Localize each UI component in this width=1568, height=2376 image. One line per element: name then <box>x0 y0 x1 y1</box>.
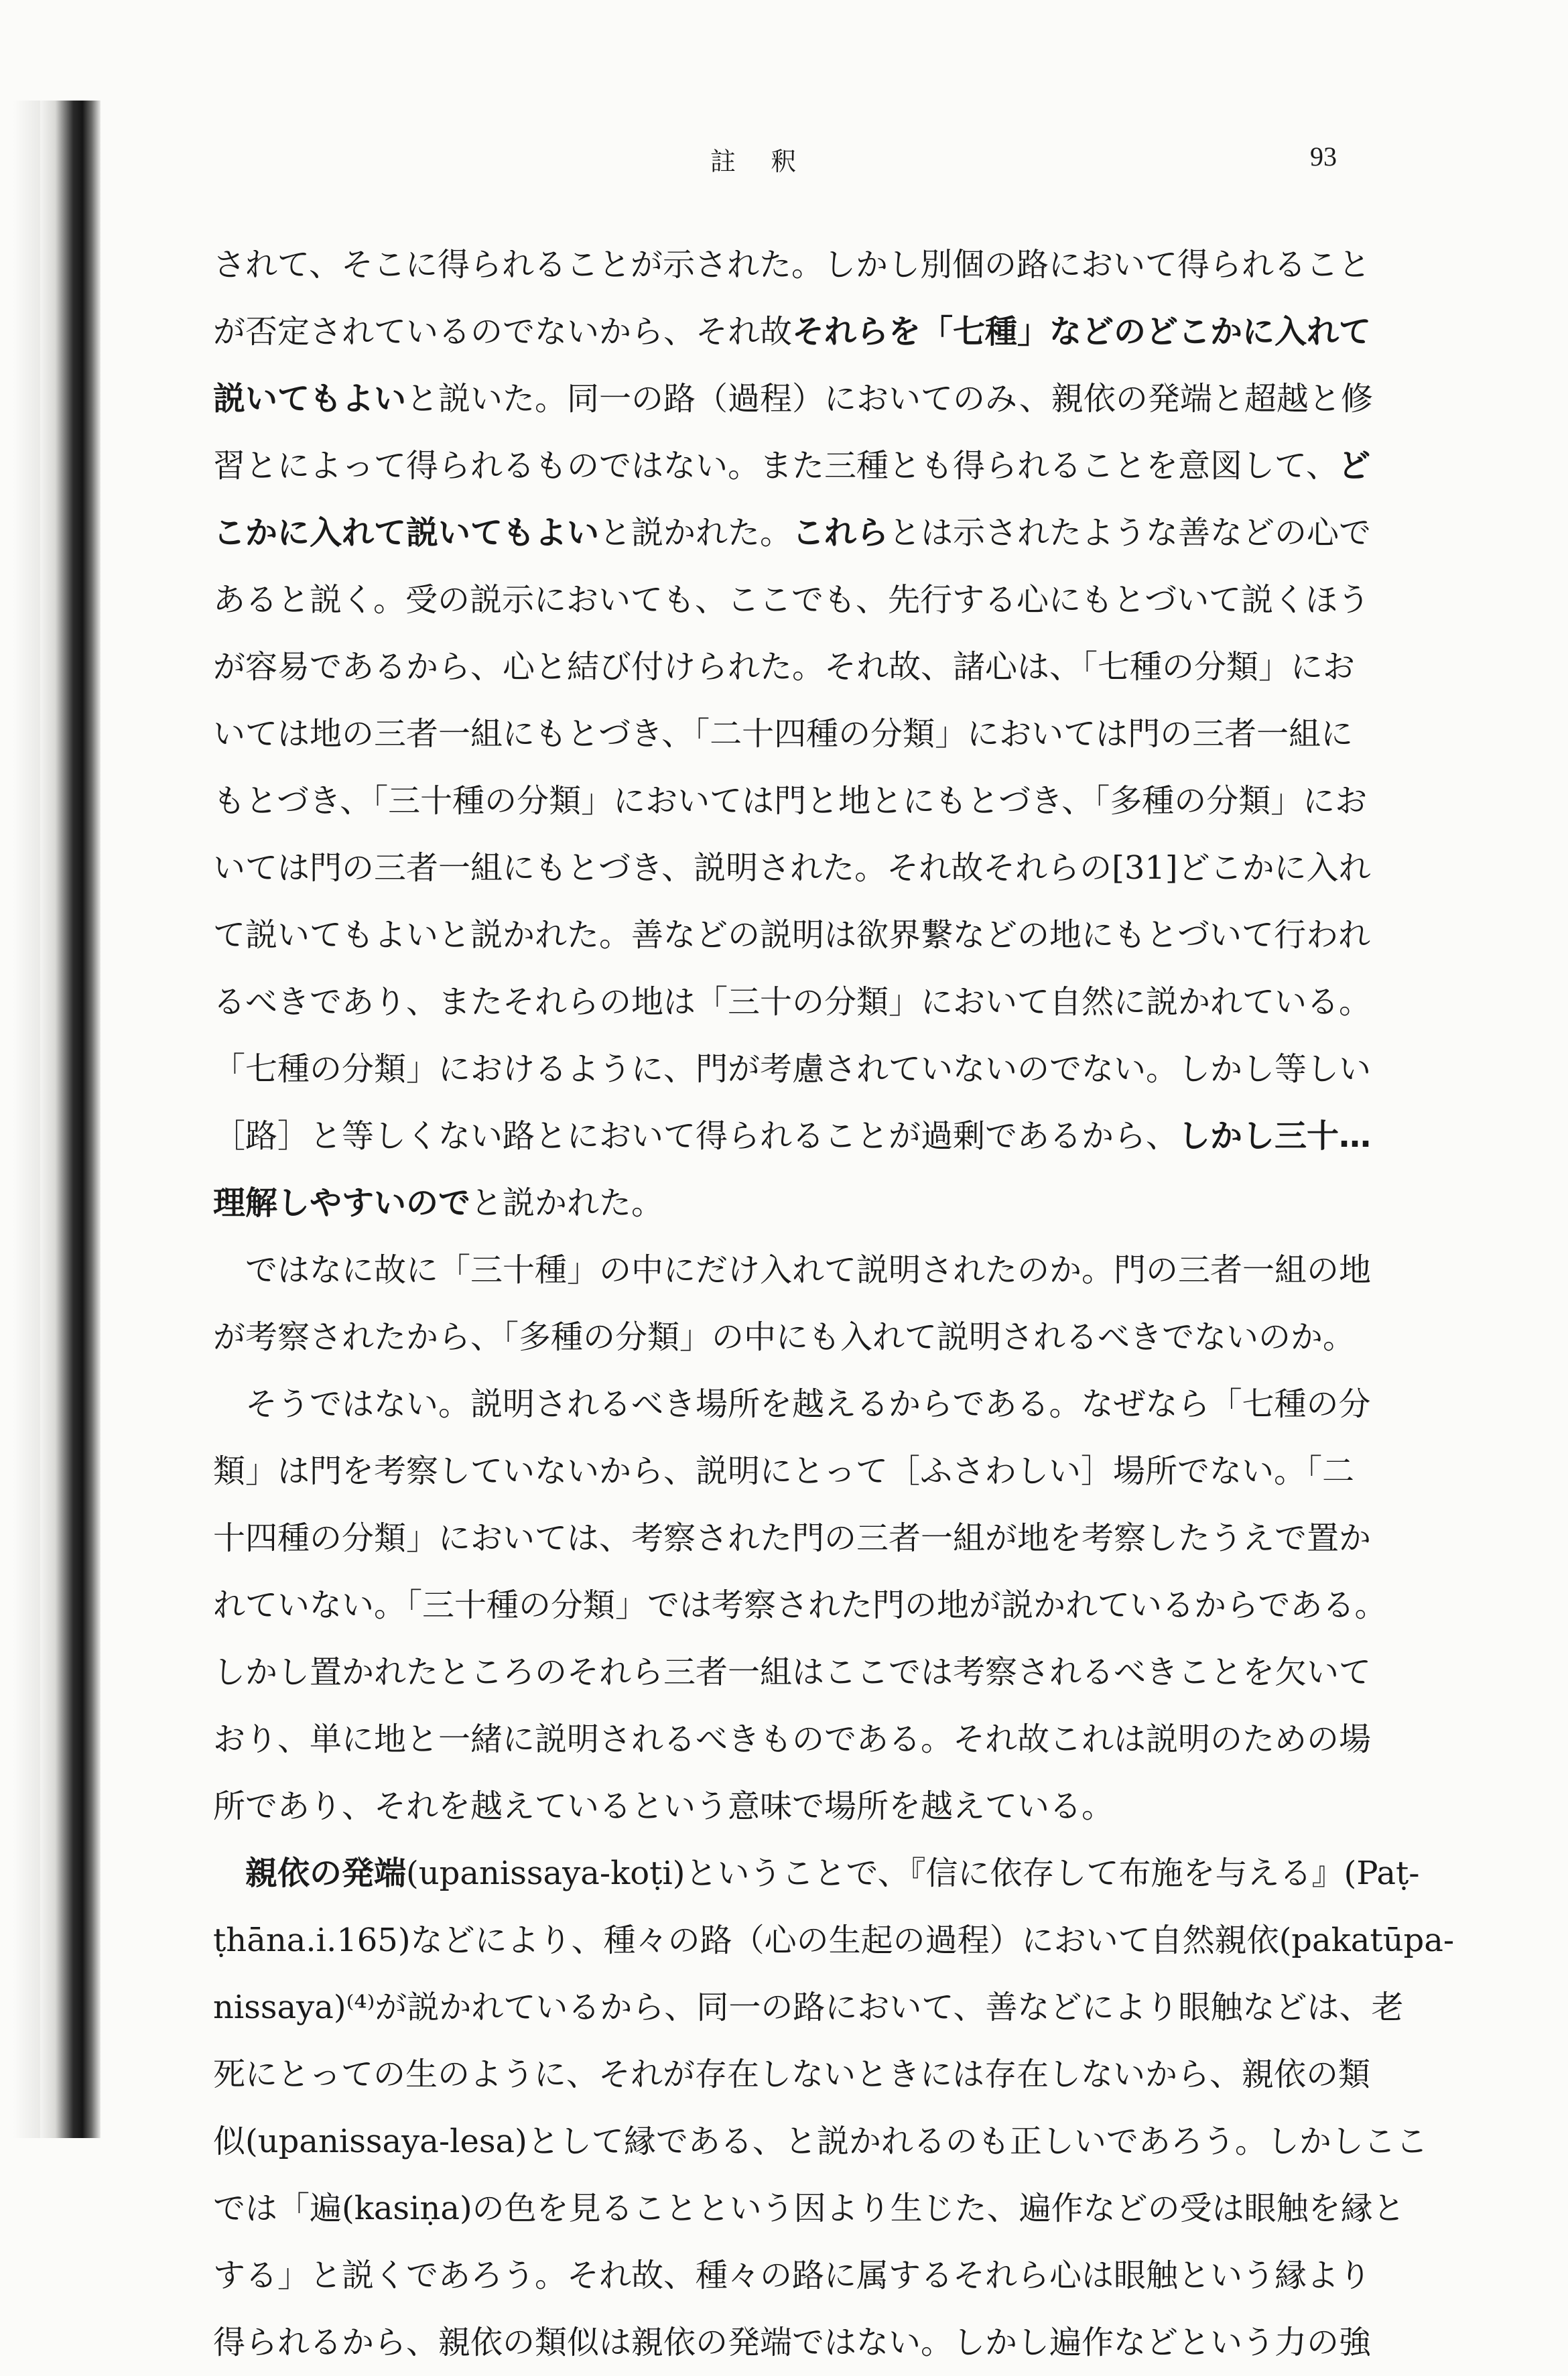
text-line <box>213 968 1372 1036</box>
paragraph <box>213 1371 1387 1840</box>
bold-keyword: こかに入れて説いてもよい <box>213 514 600 552</box>
text-run: nissaya)⁽⁴⁾が説かれているから、同一の路において、善などにより眼触などは、老 <box>213 1989 1404 2026</box>
text-run: しかし置かれたところのそれら三者一組はここでは考察されるべきことを欠いて <box>213 1653 1372 1691</box>
text-run: るべきであり、またそれらの地は「三十の分類」において自然に説かれている。 <box>213 983 1372 1021</box>
bold-keyword: 説いてもよい <box>213 380 407 418</box>
text-run: 十四種の分類」においては、考察された門の三者一組が地を考察したうえで置か <box>213 1519 1372 1557</box>
text-run: が否定されているのでないから、それ故 <box>213 313 793 351</box>
text-line <box>213 1036 1372 1103</box>
text-line <box>213 2041 1371 2108</box>
text-line <box>213 2242 1372 2309</box>
text-run: ［路］と等しくない路とにおいて得られることが過剰であるから、 <box>213 1117 1179 1155</box>
text-run: する」と説くであろう。それ故、種々の路に属するそれら心は眼触という縁より <box>213 2257 1372 2294</box>
text-line <box>213 1103 1372 1170</box>
running-title: 註 釈 <box>710 147 810 176</box>
text-line <box>213 1304 1366 1371</box>
text-run: が容易であるから、心と結び付けられた。それ故、諸心は、「七種の分類」にお <box>213 648 1356 686</box>
text-line <box>213 1639 1372 1706</box>
bold-keyword: しかし三十… <box>1178 1117 1372 1155</box>
text-line <box>213 834 1371 901</box>
text-line <box>213 700 1366 767</box>
text-line <box>213 767 1366 834</box>
text-run: いては地の三者一組にもとづき、「二十四種の分類」においては門の三者一組に <box>213 715 1354 753</box>
text-run: そうではない。説明されるべき場所を越えるからである。なぜなら「七種の分 <box>245 1385 1371 1423</box>
text-line <box>213 633 1366 700</box>
paragraph <box>213 231 1373 1237</box>
text-run: と説かれた。 <box>470 1184 664 1222</box>
text-line <box>213 1237 1372 1304</box>
text-run: て説いてもよいと説かれた。善などの説明は欲界繋などの地にもとづいて行われ <box>213 916 1371 954</box>
text-run: が考察されたから、「多種の分類」の中にも入れて説明されるべきでないのか。 <box>213 1318 1356 1356</box>
text-line <box>213 1840 1420 1907</box>
text-run: と説かれた。 <box>599 514 793 552</box>
text-run: 所であり、それを越えているという意味で場所を越えている。 <box>213 1788 1114 1825</box>
text-line <box>213 1371 1371 1438</box>
text-line <box>213 1907 1455 1974</box>
text-line <box>213 901 1371 968</box>
paragraph <box>213 1840 1455 2376</box>
text-line <box>213 231 1371 298</box>
text-line <box>213 2175 1405 2242</box>
paragraph <box>213 1237 1372 1371</box>
text-run: では「遍(kasiṇa)の色を見ることという因より生じた、遍作などの受は眼触を縁と <box>213 2190 1405 2227</box>
text-line <box>213 298 1372 365</box>
text-run: 得られるから、親依の類似は親依の発端ではない。しかし遍作などという力の強 <box>213 2324 1372 2361</box>
text-line <box>213 365 1373 432</box>
text-run: とは示されたような善などの心で <box>889 514 1372 552</box>
page-number: 93 <box>1310 141 1337 172</box>
text-run: いては門の三者一組にもとづき、説明された。それ故それらの[31]どこかに入れ <box>213 849 1371 887</box>
text-line <box>213 2108 1428 2175</box>
text-run: もとづき、「三十種の分類」においては門と地とにもとづき、「多種の分類」にお <box>213 782 1368 820</box>
text-line <box>213 1505 1372 1572</box>
text-run: 「七種の分類」におけるように、門が考慮されていないのでない。しかし等しい <box>213 1050 1372 1088</box>
text-run: (upanissaya-koṭi)ということで、『信に依存して布施を与える』(Paṭ- <box>406 1855 1420 1892</box>
text-run: ではなに故に「三十種」の中にだけ入れて説明されたのか。門の三者一組の地 <box>245 1251 1372 1289</box>
bold-keyword: ど <box>1338 447 1371 485</box>
text-line <box>213 566 1370 633</box>
text-run: 似(upanissaya-lesa)として縁である、と説かれるのも正しいであろう。しかしここ <box>213 2123 1428 2160</box>
bold-keyword: 理解しやすいので <box>213 1184 471 1222</box>
text-line <box>213 1974 1404 2041</box>
text-run: されて、そこに得られることが示された。しかし別個の路において得られること <box>213 246 1371 284</box>
text-line <box>213 1572 1387 1639</box>
page-header <box>0 141 1568 188</box>
text-line <box>213 1773 1366 1840</box>
bold-keyword: これら <box>792 514 889 552</box>
text-run: 習とによって得られるものではない。また三種とも得られることを意図して、 <box>213 447 1339 485</box>
text-line <box>213 1438 1366 1505</box>
text-line <box>213 499 1372 566</box>
text-run: 死にとっての生のように、それが存在しないときには存在しないから、親依の類 <box>213 2056 1371 2093</box>
text-run: と説いた。同一の路（過程）においてのみ、親依の発端と超越と修 <box>406 380 1373 418</box>
text-run: あると説く。受の説示においても、ここでも、先行する心にもとづいて説くほう <box>213 581 1370 619</box>
book-spine-shadow <box>40 101 101 2138</box>
bold-keyword: 親依の発端 <box>245 1855 407 1892</box>
text-run: 類」は門を考察していないから、説明にとって［ふさわしい］場所でない。「二 <box>213 1452 1355 1490</box>
text-line <box>213 1706 1372 1773</box>
text-run: ṭhāna.i.165)などにより、種々の路（心の生起の過程）において自然親依(pakatūpa- <box>213 1922 1455 1959</box>
body-text <box>213 231 1455 2376</box>
text-run: れていない。「三十種の分類」では考察された門の地が説かれているからである。 <box>213 1586 1387 1624</box>
text-run: おり、単に地と一緒に説明されるべきものである。それ故これは説明のための場 <box>213 1721 1372 1758</box>
text-line <box>213 432 1371 499</box>
text-line <box>213 2309 1372 2376</box>
bold-keyword: それらを「七種」などのどこかに入れて <box>792 313 1372 351</box>
text-line <box>213 1170 1366 1237</box>
